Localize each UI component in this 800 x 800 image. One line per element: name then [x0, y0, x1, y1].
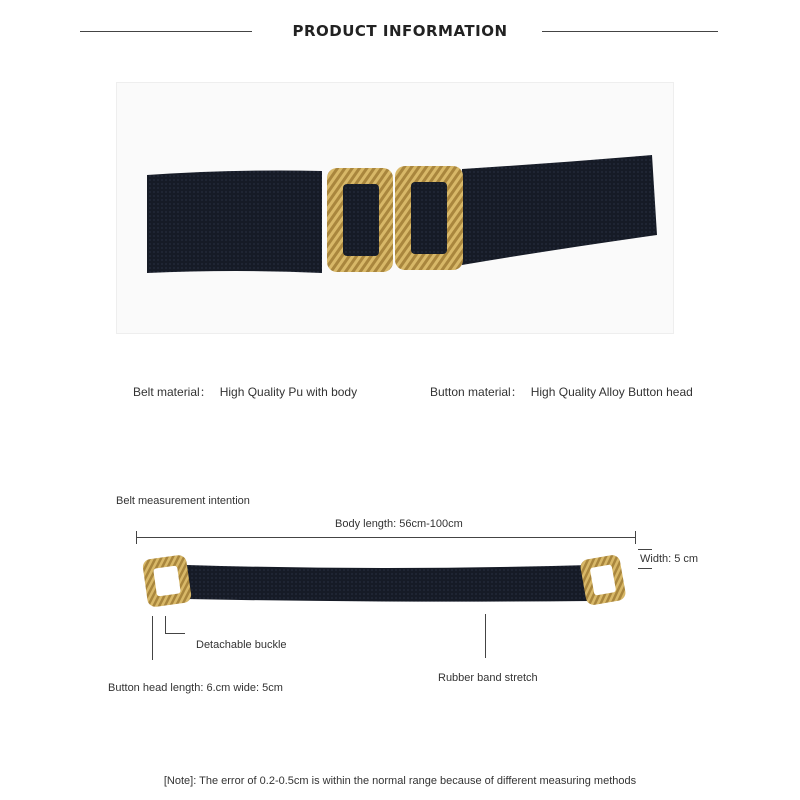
product-photo	[116, 82, 674, 334]
detachable-bracket-h	[165, 633, 185, 634]
body-length-tick-right	[635, 531, 636, 544]
page-title: PRODUCT INFORMATION	[292, 22, 508, 40]
end-buckle	[579, 554, 626, 606]
detachable-label: Detachable buckle	[196, 639, 287, 651]
belt-material-label: Belt material：	[133, 385, 212, 399]
body-length-line	[136, 537, 636, 538]
button-material-label: Button material：	[430, 385, 523, 399]
rubber-line	[485, 614, 486, 658]
left-buckle	[327, 168, 393, 272]
belt-measure-illustration	[135, 545, 635, 615]
width-label: Width: 5 cm	[640, 553, 699, 565]
body-length-label: Body length: 56cm-100cm	[335, 518, 463, 530]
button-material-spec	[430, 383, 693, 400]
measurement-note: [Note]: The error of 0.2-0.5cm is within the normal range because of different measuring methods	[163, 775, 637, 787]
header-rule-right	[542, 31, 718, 32]
detachable-bracket-v	[165, 616, 166, 633]
belt-material-spec	[133, 383, 357, 400]
button-head-label: Button head length: 6.cm wide: 5cm	[108, 682, 283, 694]
button-material-value: High Quality Alloy Button head	[530, 385, 693, 399]
belt-material-value: High Quality Pu with body	[219, 385, 358, 399]
width-tick-top	[638, 549, 652, 550]
diagram-heading: Belt measurement intention	[116, 495, 250, 507]
width-tick-bottom	[638, 568, 652, 569]
detachable-buckle	[142, 554, 192, 608]
button-head-line	[152, 616, 153, 660]
body-length-tick-left	[136, 531, 137, 544]
belt-photo-illustration	[117, 83, 673, 333]
right-buckle	[395, 166, 463, 270]
rubber-label: Rubber band stretch	[438, 672, 538, 684]
